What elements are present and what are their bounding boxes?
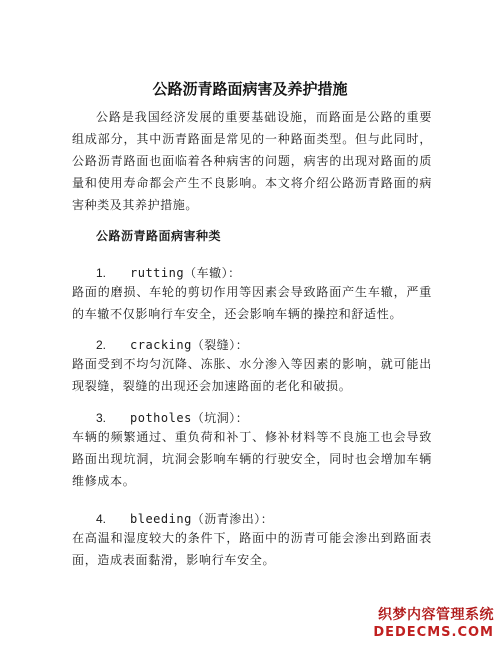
watermark-text-en: DEDECMS.COM <box>373 625 494 640</box>
intro-paragraph: 公路是我国经济发展的重要基础设施，而路面是公路的重要组成部分，其中沥青路面是常见的一种路面类型。但与此同时，公路沥青路面也面临着各种病害的问题，病害的出现对路面的质量和使用寿命都会产生不良影响。本文将介绍公路沥青路面的病害种类及其养护措施。 <box>72 110 432 212</box>
list-item-term-cn: （沥青渗出）： <box>191 512 274 526</box>
list-item-number: 4. <box>96 512 107 526</box>
list-item-number: 1. <box>96 266 107 280</box>
list-item-description: 路面受到不均匀沉降、冻胀、水分渗入等因素的影响，就可能出现裂缝，裂缝的出现还会加速路面的老化和破损。 <box>72 357 432 393</box>
list-item-term-en: bleeding <box>130 512 192 526</box>
list-item-term-cn: （坑洞）： <box>191 411 249 425</box>
list-item-term-cn: （裂缝）： <box>191 338 249 352</box>
list-item-description: 路面的磨损、车轮的剪切作用等因素会导致路面产生车辙，严重的车辙不仅影响行车安全，还会影响车辆的操控和舒适性。 <box>72 285 432 321</box>
list-item-term-en: rutting <box>130 266 185 280</box>
list-item-description: 车辆的频繁通过、重负荷和补丁、修补材料等不良施工也会导致路面出现坑洞，坑洞会影响车辆的行驶安全，同时也会增加车辆维修成本。 <box>72 430 432 488</box>
list-item-heading <box>96 410 248 426</box>
list-item-number: 3. <box>96 411 107 425</box>
list-item-term-en: potholes <box>130 411 192 425</box>
section-heading: 公路沥青路面病害种类 <box>96 229 222 243</box>
list-item-term-en: cracking <box>130 338 192 352</box>
page-title: 公路沥青路面病害及养护措施 <box>152 80 348 98</box>
list-item-heading <box>96 337 248 353</box>
list-item-heading <box>96 511 273 527</box>
list-item-number: 2. <box>96 338 107 352</box>
watermark-text-cn: 织梦内容管理系统 <box>378 607 494 623</box>
list-item-term-cn: （车辙）： <box>184 266 241 280</box>
site-watermark <box>373 607 494 641</box>
list-item-heading <box>96 265 241 281</box>
list-item-description: 在高温和湿度较大的条件下，路面中的沥青可能会渗出到路面表面，造成表面黏滑，影响行车安全。 <box>72 531 432 567</box>
